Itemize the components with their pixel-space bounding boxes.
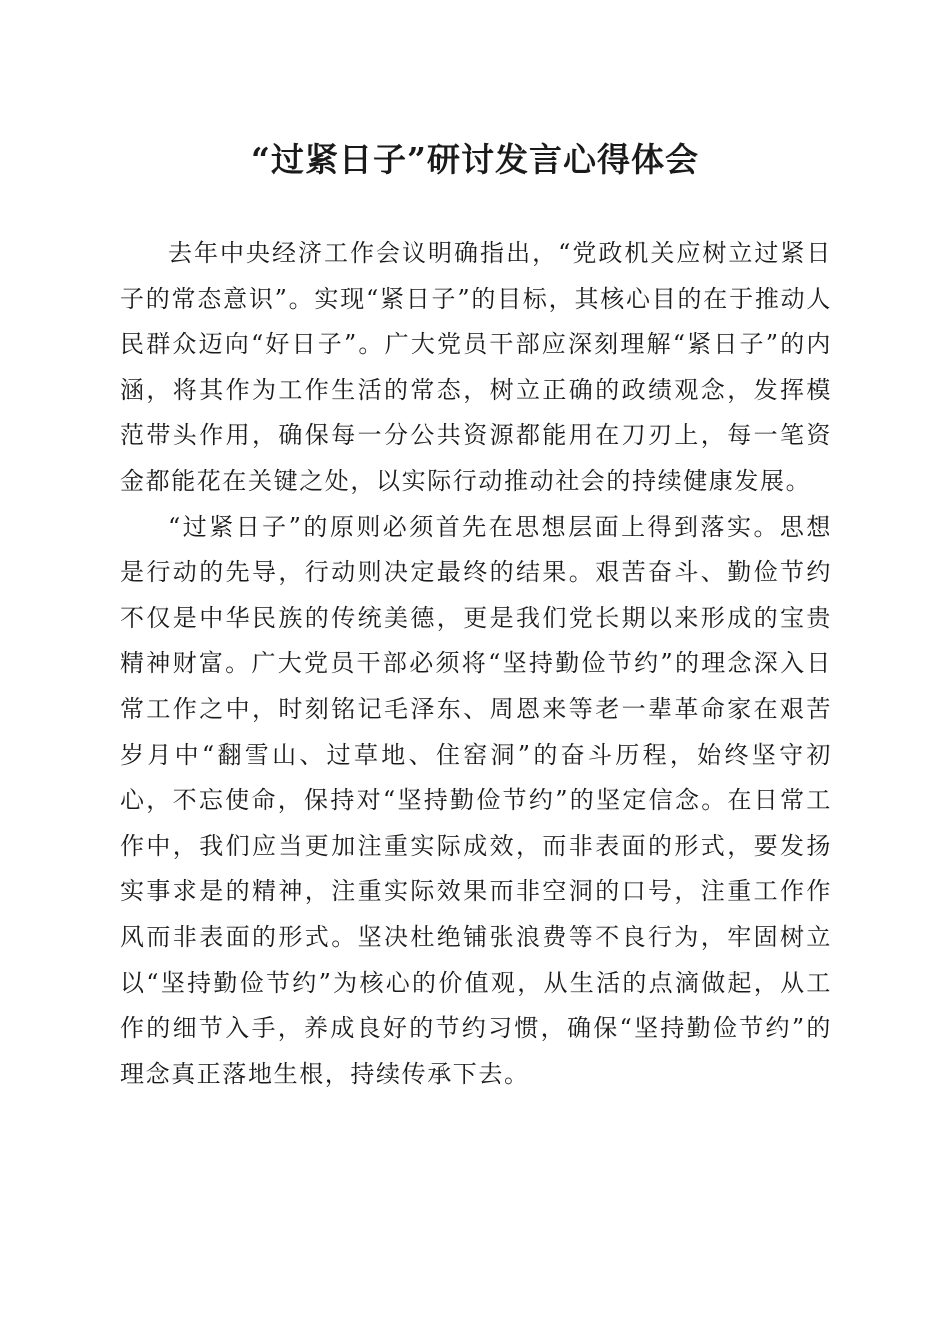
paragraph-2: “过紧日子”的原则必须首先在思想层面上得到落实。思想是行动的先导，行动则决定最终的结果。艰苦奋斗、勤俭节约不仅是中华民族的传统美德，更是我们党长期以来形成的宝贵精神财富。广大党员干部必须将“坚持勤俭节约”的理念深入日常工作之中，时刻铭记毛泽东、周恩来等老一辈革命家在艰苦岁月中“翻雪山、过草地、住窑洞”的奋斗历程，始终坚守初心，不忘使命，保持对“坚持勤俭节约”的坚定信念。在日常工作中，我们应当更加注重实际成效，而非表面的形式，要发扬实事求是的精神，注重实际效果而非空洞的口号，注重工作作风而非表面的形式。坚决杜绝铺张浪费等不良行为，牢固树立以“坚持勤俭节约”为核心的价值观，从生活的点滴做起，从工作的细节入手，养成良好的节约习惯，确保“坚持勤俭节约”的理念真正落地生根，持续传承下去。: [120, 512, 832, 1088]
document-title: “过紧日子”研讨发言心得体会: [251, 140, 699, 179]
document-body: [120, 231, 832, 1097]
paragraph-1: 去年中央经济工作会议明确指出，“党政机关应树立过紧日子的常态意识”。实现“紧日子”的目标，其核心目的在于推动人民群众迈向“好日子”。广大党员干部应深刻理解“紧日子”的内涵，将其作为工作生活的常态，树立正确的政绩观念，发挥模范带头作用，确保每一分公共资源都能用在刀刃上，每一笔资金都能花在关键之处，以实际行动推动社会的持续健康发展。: [120, 239, 832, 495]
